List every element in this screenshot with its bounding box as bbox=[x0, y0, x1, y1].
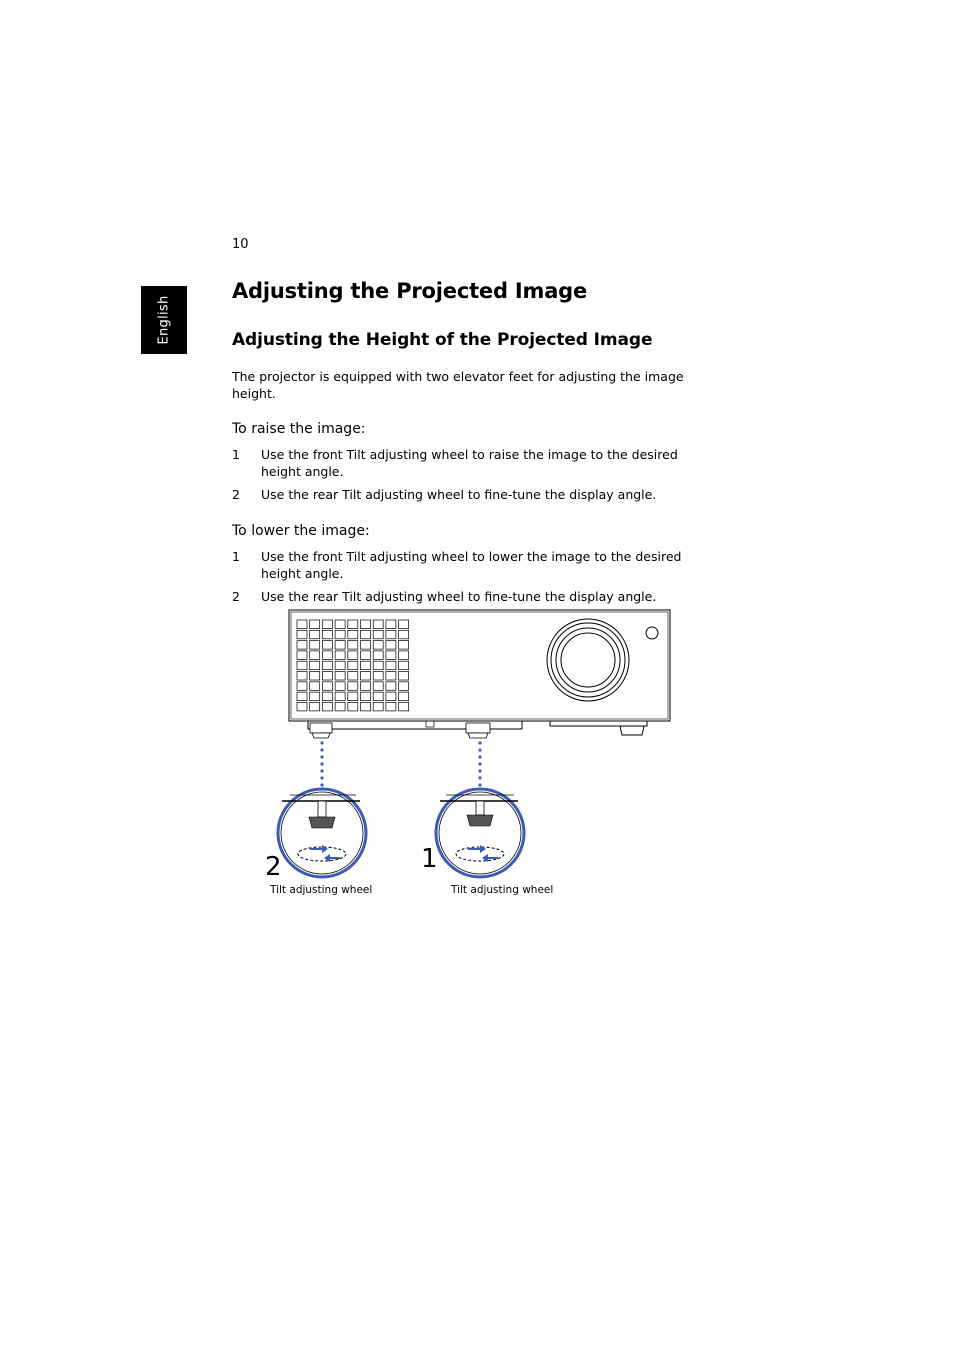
vent-cell bbox=[335, 651, 345, 660]
vent-cell bbox=[399, 651, 409, 660]
connector-dot bbox=[478, 769, 481, 772]
vent-cell bbox=[348, 692, 358, 701]
vent-cell bbox=[322, 672, 332, 681]
vent-cell bbox=[399, 682, 409, 691]
vent-cell bbox=[373, 641, 383, 650]
vent-cell bbox=[335, 630, 345, 639]
step-text: Use the rear Tilt adjusting wheel to fine-tune the display angle. bbox=[261, 589, 657, 604]
vent-cell bbox=[297, 672, 307, 681]
vent-cell bbox=[373, 630, 383, 639]
step-text: Use the front Tilt adjusting wheel to raise the image to the desired height angle. bbox=[261, 447, 678, 479]
vent-cell bbox=[322, 620, 332, 629]
vent-cell bbox=[348, 661, 358, 670]
vent-cell bbox=[373, 682, 383, 691]
connector-dot bbox=[320, 762, 323, 765]
vent-cell bbox=[361, 661, 371, 670]
vent-cell bbox=[322, 692, 332, 701]
step-number: 1 bbox=[232, 549, 240, 564]
vent-cell bbox=[348, 702, 358, 711]
vent-cell bbox=[373, 651, 383, 660]
caption-right: Tilt adjusting wheel bbox=[451, 884, 554, 896]
language-tab-label: English bbox=[156, 295, 172, 345]
lower-step-1 bbox=[232, 548, 702, 582]
connector-dot bbox=[478, 776, 481, 779]
vent-cell bbox=[348, 620, 358, 629]
vent-cell bbox=[297, 682, 307, 691]
vent-cell bbox=[310, 692, 320, 701]
step-number: 2 bbox=[232, 589, 240, 604]
vent-cell bbox=[322, 682, 332, 691]
section-title: Adjusting the Height of the Projected Image bbox=[232, 330, 653, 350]
vent-cell bbox=[310, 682, 320, 691]
vent-cell bbox=[373, 672, 383, 681]
vent-cell bbox=[335, 702, 345, 711]
vent-cell bbox=[348, 630, 358, 639]
raise-heading: To raise the image: bbox=[232, 421, 366, 437]
connector-dot bbox=[478, 755, 481, 758]
vent-cell bbox=[399, 702, 409, 711]
vent-cell bbox=[386, 651, 396, 660]
vent-cell bbox=[310, 672, 320, 681]
sensor-icon bbox=[646, 627, 658, 639]
vent-cell bbox=[335, 641, 345, 650]
language-tab bbox=[141, 286, 187, 354]
vent-cell bbox=[297, 692, 307, 701]
raise-step-2 bbox=[232, 486, 702, 503]
vent-cell bbox=[322, 661, 332, 670]
vent-cell bbox=[297, 702, 307, 711]
vent-cell bbox=[348, 672, 358, 681]
projector-body bbox=[289, 610, 670, 735]
callout-number-right: 1 bbox=[421, 844, 438, 874]
vent-cell bbox=[373, 692, 383, 701]
vent-cell bbox=[335, 620, 345, 629]
vent-cell bbox=[361, 651, 371, 660]
vent-cell bbox=[386, 630, 396, 639]
vent-cell bbox=[322, 641, 332, 650]
vent-cell bbox=[310, 641, 320, 650]
vent-cell bbox=[361, 641, 371, 650]
vent-cell bbox=[373, 661, 383, 670]
vent-cell bbox=[310, 661, 320, 670]
step-number: 2 bbox=[232, 487, 240, 502]
step-text: Use the rear Tilt adjusting wheel to fine-tune the display angle. bbox=[261, 487, 657, 502]
vent-cell bbox=[373, 702, 383, 711]
vent-cell bbox=[310, 620, 320, 629]
vent-cell bbox=[361, 692, 371, 701]
vent-cell bbox=[361, 620, 371, 629]
connector-dot bbox=[320, 783, 323, 786]
vent-cell bbox=[335, 682, 345, 691]
vent-cell bbox=[348, 641, 358, 650]
vent-cell bbox=[348, 682, 358, 691]
connector-dot bbox=[478, 783, 481, 786]
connector-dot bbox=[478, 741, 481, 744]
caption-left: Tilt adjusting wheel bbox=[270, 884, 373, 896]
vent-cell bbox=[386, 702, 396, 711]
front-foot bbox=[466, 723, 490, 738]
page-title: Adjusting the Projected Image bbox=[232, 279, 588, 303]
vent-cell bbox=[399, 641, 409, 650]
vent-cell bbox=[399, 630, 409, 639]
vent-cell bbox=[335, 672, 345, 681]
vent-cell bbox=[348, 651, 358, 660]
vent-cell bbox=[399, 620, 409, 629]
vent-cell bbox=[386, 692, 396, 701]
vent-cell bbox=[322, 630, 332, 639]
vent-cell bbox=[386, 661, 396, 670]
vent-grille bbox=[297, 620, 409, 711]
connector-dot bbox=[478, 748, 481, 751]
vent-cell bbox=[361, 682, 371, 691]
projector-diagram bbox=[260, 605, 680, 900]
front-wheel-detail bbox=[436, 789, 524, 877]
connector-dot bbox=[320, 748, 323, 751]
vent-cell bbox=[322, 651, 332, 660]
vent-cell bbox=[399, 692, 409, 701]
vent-cell bbox=[297, 651, 307, 660]
rear-foot bbox=[310, 723, 332, 738]
vent-cell bbox=[386, 620, 396, 629]
lower-step-2 bbox=[232, 588, 702, 605]
vent-cell bbox=[310, 702, 320, 711]
vent-cell bbox=[297, 620, 307, 629]
vent-cell bbox=[386, 682, 396, 691]
vent-cell bbox=[386, 672, 396, 681]
vent-cell bbox=[361, 672, 371, 681]
raise-step-1 bbox=[232, 446, 702, 480]
vent-cell bbox=[297, 661, 307, 670]
vent-cell bbox=[335, 661, 345, 670]
rear-wheel-detail bbox=[278, 789, 366, 877]
intro-paragraph: The projector is equipped with two elevator feet for adjusting the image height. bbox=[232, 369, 684, 401]
vent-cell bbox=[310, 651, 320, 660]
vent-cell bbox=[322, 702, 332, 711]
vent-cell bbox=[373, 620, 383, 629]
vent-cell bbox=[386, 641, 396, 650]
connector-dot bbox=[320, 776, 323, 779]
connector-dot bbox=[478, 762, 481, 765]
page-number: 10 bbox=[232, 237, 249, 252]
vent-cell bbox=[297, 630, 307, 639]
vent-cell bbox=[361, 630, 371, 639]
callout-number-left: 2 bbox=[265, 852, 282, 882]
connector-dot bbox=[320, 755, 323, 758]
step-number: 1 bbox=[232, 447, 240, 462]
vent-cell bbox=[310, 630, 320, 639]
connector-dot bbox=[320, 769, 323, 772]
step-text: Use the front Tilt adjusting wheel to lower the image to the desired height angle. bbox=[261, 549, 682, 581]
vent-cell bbox=[335, 692, 345, 701]
vent-cell bbox=[361, 702, 371, 711]
lens bbox=[547, 619, 629, 701]
vent-cell bbox=[399, 661, 409, 670]
vent-cell bbox=[297, 641, 307, 650]
vent-cell bbox=[399, 672, 409, 681]
lower-heading: To lower the image: bbox=[232, 523, 370, 539]
dotted-connectors bbox=[320, 741, 481, 786]
connector-dot bbox=[320, 741, 323, 744]
